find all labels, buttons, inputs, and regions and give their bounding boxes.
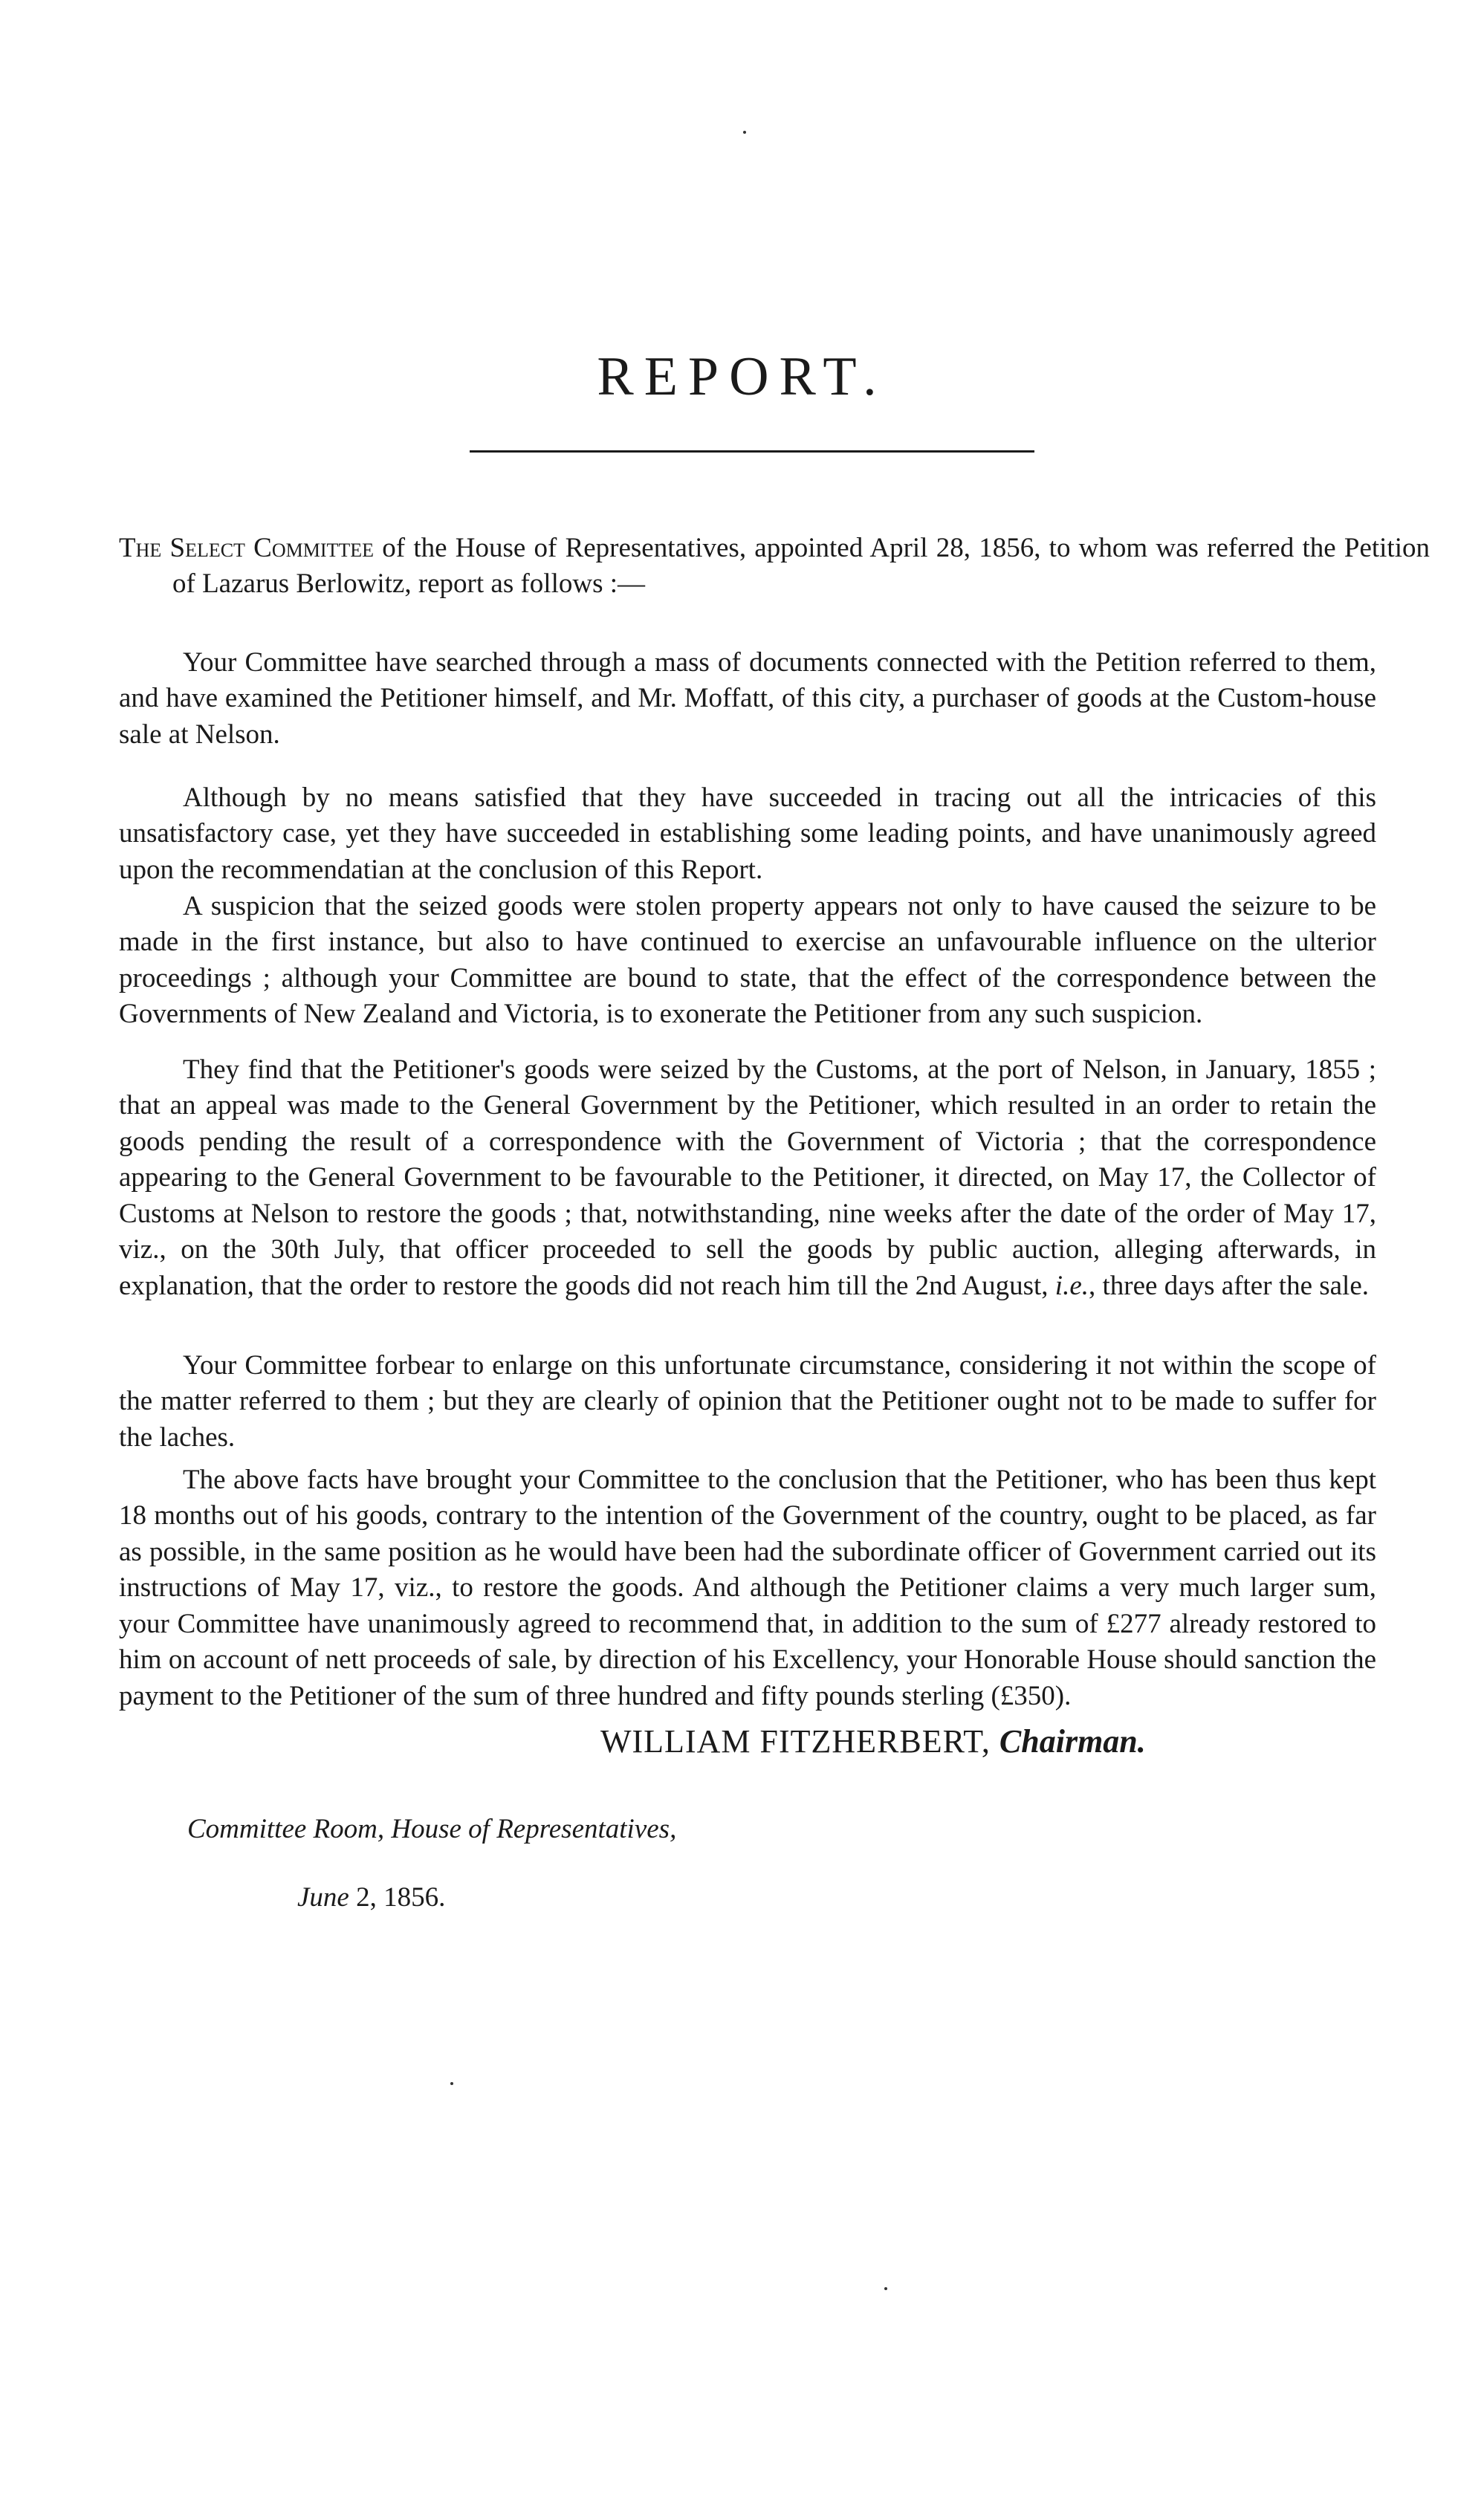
report-date-rest: 2, 1856. [349, 1882, 446, 1913]
page-speck [884, 2287, 887, 2290]
report-date-month: June [297, 1882, 349, 1913]
paragraph-6: The above facts have brought your Committee to the conclusion that the Petitioner, who has been thus kept 18 months out of his goods, contrary to the intention of the Government of the country, ought to be placed, as far as possible, in the same position as he would have been had the subordinate officer of Government carried out its instructions of May 17, viz., to restore the goods. And although the Petitioner claims a very much larger sum, your Committee have unanimously agreed to recommend that, in addition to the sum of £277 already restored to him on account of nett proceeds of sale, by direction of his Excellency, your Honorable House should sanction the payment to the Petitioner of the sum of three hundred and fifty pounds sterling (£350). [119, 1465, 1376, 1711]
report-date [297, 1881, 445, 1913]
paragraph-4-end: , three days after the sale. [1089, 1270, 1370, 1301]
paragraph-2: Although by no means satisfied that they have succeeded in tracing out all the intricacies of this unsatisfactory case, yet they have succeeded in establishing some leading points, and have unanimously agreed upon the recommendatian at the conclusion of this Report. [119, 782, 1376, 885]
page-speck [743, 131, 746, 134]
paragraph-3: A suspicion that the seized goods were stolen property appears not only to have caused the seizure to be made in the first instance, but also to have continued to exercise an unfavourable influence on the ulterior proceedings ; although your Committee are bound to state, that the effect of the correspondence between the Governments of New Zealand and Victoria, is to exonerate the Petitioner from any such suspicion. [119, 891, 1376, 1030]
paragraph-4-ie: i.e. [1054, 1270, 1089, 1301]
intro-paragraph [119, 531, 1430, 603]
signature-name: WILLIAM FITZHERBERT, [600, 1723, 991, 1760]
page-title: REPORT. [597, 346, 887, 407]
paragraph-4 [119, 1052, 1376, 1304]
committee-room: Committee Room, House of Representatives, [187, 1814, 677, 1844]
title-rule [470, 450, 1034, 453]
page-speck [450, 2082, 453, 2085]
signature-role: Chairman. [999, 1723, 1146, 1760]
signature [600, 1722, 1146, 1760]
intro-lead: The Select Committee [119, 533, 375, 563]
intro-rest: of the House of Representatives, appointed April 28, 1856, to whom was referred the Petition of Lazarus Berlowitz, report as follows :— [172, 533, 1430, 600]
paragraph-1: Your Committee have searched through a mass of documents connected with the Petition referred to them, and have examined the Petitioner himself, and Mr. Moffatt, of this city, a purchaser of goods at the Custom-house sale at Nelson. [119, 647, 1376, 750]
paragraph-4-text: They find that the Petitioner's goods were seized by the Customs, at the port of Nelson, in January, 1855 ; that an appeal was made to the General Government by the Petitioner, which resulted in an order to retain the goods pending the result of a correspondence with the Government of Victoria ; that the correspondence appearing to the General Government to be favourable to the Petitioner, it directed, on May 17, the Collector of Customs at Nelson to restore the goods ; that, notwithstanding, nine weeks after the date of the order of May 17, viz., on the 30th July, that officer proceeded to sell the goods by public auction, alleging afterwards, in explanation, that the order to restore the goods did not reach him till the 2nd August, [119, 1054, 1376, 1301]
paragraph-5: Your Committee forbear to enlarge on this unfortunate circumstance, considering it not within the scope of the matter referred to them ; but they are clearly of opinion that the Petitioner ought not to be made to suffer for the laches. [119, 1350, 1376, 1453]
